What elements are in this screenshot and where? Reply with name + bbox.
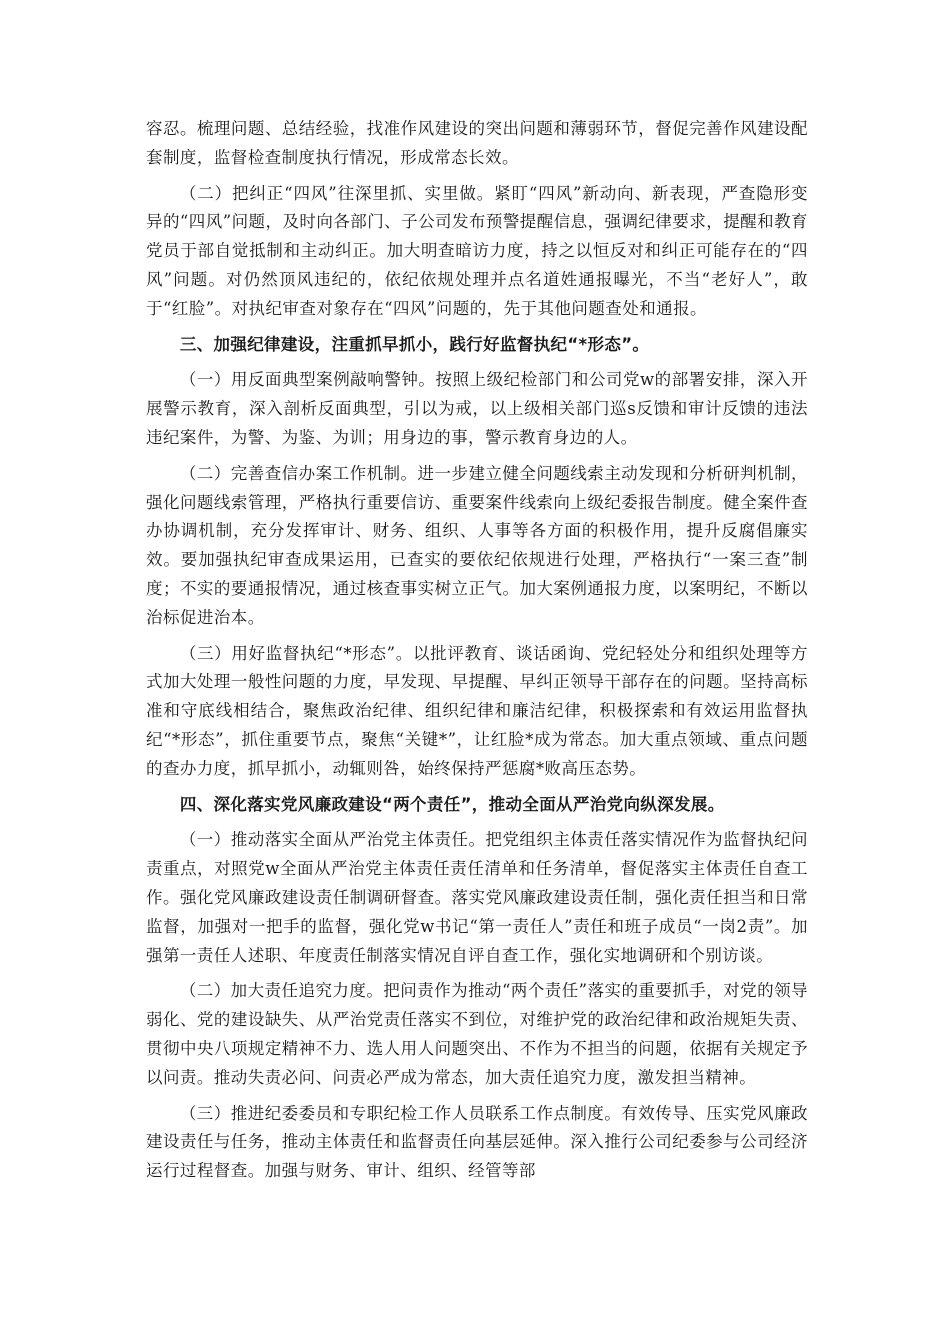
paragraph-3-3: （三）用好监督执纪“*形态”。以批评教育、谈话函询、党纪轻处分和组织处理等方式加大处理一般性问题的力度，早发现、早提醒、早纠正领导干部存在的问题。坚持高标准和守底线相结合，聚焦政治纪律、组织纪律和廉洁纪律，积极探索和有效运用监督执纪“*形态”，抓住重要节点，聚焦“关键*”，让红脸*成为常态。加大重点领域、重点问题的查办力度，抓早抓小，动辄则咎，始终保持严惩腐*败高压态势。: [146, 643, 808, 778]
paragraph-4-1: （一）推动落实全面从严治党主体责任。把党组织主体责任落实情况作为监督执纪问责重点，对照党w全面从严治党主体责任责任清单和任务清单，督促落实主体责任自查工作。强化党风廉政建设责任制调研督查。落实党风廉政建设责任制，强化责任担当和日常监督，加强对一把手的监督，强化党w书记“第一责任人”责任和班子成员“一岗2责”。加强第一责任人述职、年度责任制落实情况自评自查工作，强化实地调研和个别访谈。: [146, 830, 808, 965]
paragraph-3-2: （二）完善查信办案工作机制。进一步建立健全问题线索主动发现和分析研判机制，强化问题线索管理，严格执行重要信访、重要案件线索向上级纪委报告制度。健全案件查办协调机制，充分发挥审计、财务、组织、人事等各方面的积极作用，提升反腐倡廉实效。要加强执纪审查成果运用，已查实的要依纪依规进行处理，严格执行“一案三查”制度；不实的要通报情况，通过核查事实树立正气。加大案例通报力度，以案明纪，不断以治标促进治本。: [146, 463, 808, 627]
section-heading-4: 四、深化落实党风廉政建设“两个责任”，推动全面从严治党向纵深发展。: [179, 794, 725, 814]
paragraph-4-2: （二）加大责任追究力度。把问责作为推动“两个责任”落实的重要抓手，对党的领导弱化、党的建设缺失、从严治党责任落实不到位，对维护党的政治纪律和政治规矩失责、贯彻中央八项规定精神不力、选人用人问题突出、不作为不担当的问题，依据有关规定予以问责。推动失责必问、问责必严成为常态，加大责任追究力度，激发担当精神。: [146, 981, 808, 1087]
paragraph-4-3: （三）推进纪委委员和专职纪检工作人员联系工作点制度。有效传导、压实党风廉政建设责任与任务，推动主体责任和监督责任向基层延伸。深入推行公司纪委参与公司经济运行过程督查。加强与财务、审计、组织、经管等部: [146, 1103, 808, 1181]
paragraph-3-1: （一）用反面典型案例敲响警钟。按照上级纪检部门和公司党w的部署安排，深入开展警示教育，深入剖析反面典型，引以为戒，以上级相关部门巡s反馈和审计反馈的违法违纪案件，为警、为鉴、为训；用身边的事，警示教育身边的人。: [146, 370, 808, 447]
paragraph-continuation: 容忍。梳理问题、总结经验，找准作风建设的突出问题和薄弱环节，督促完善作风建设配套制度，监督检查制度执行情况，形成常态长效。: [146, 119, 808, 167]
section-heading-3: 三、加强纪律建设，注重抓早抓小，践行好监督执纪“*形态”。: [179, 334, 650, 354]
document-body: [146, 115, 808, 1193]
paragraph-2-2: （二）把纠正“四风”往深里抓、实里做。紧盯“四风”新动向、新表现，严查隐形变异的“四风”问题，及时向各部门、子公司发布预警提醒信息，强调纪律要求，提醒和教育党员于部自觉抵制和主动纠正。加大明查暗访力度，持之以恒反对和纠正可能存在的“四风”问题。对仍然顶风违纪的，依纪依规处理并点名道姓通报曝光，不当“老好人”，敢于“红脸”。对执纪审查对象存在“四风”问题的，先于其他问题查处和通报。: [146, 183, 808, 318]
